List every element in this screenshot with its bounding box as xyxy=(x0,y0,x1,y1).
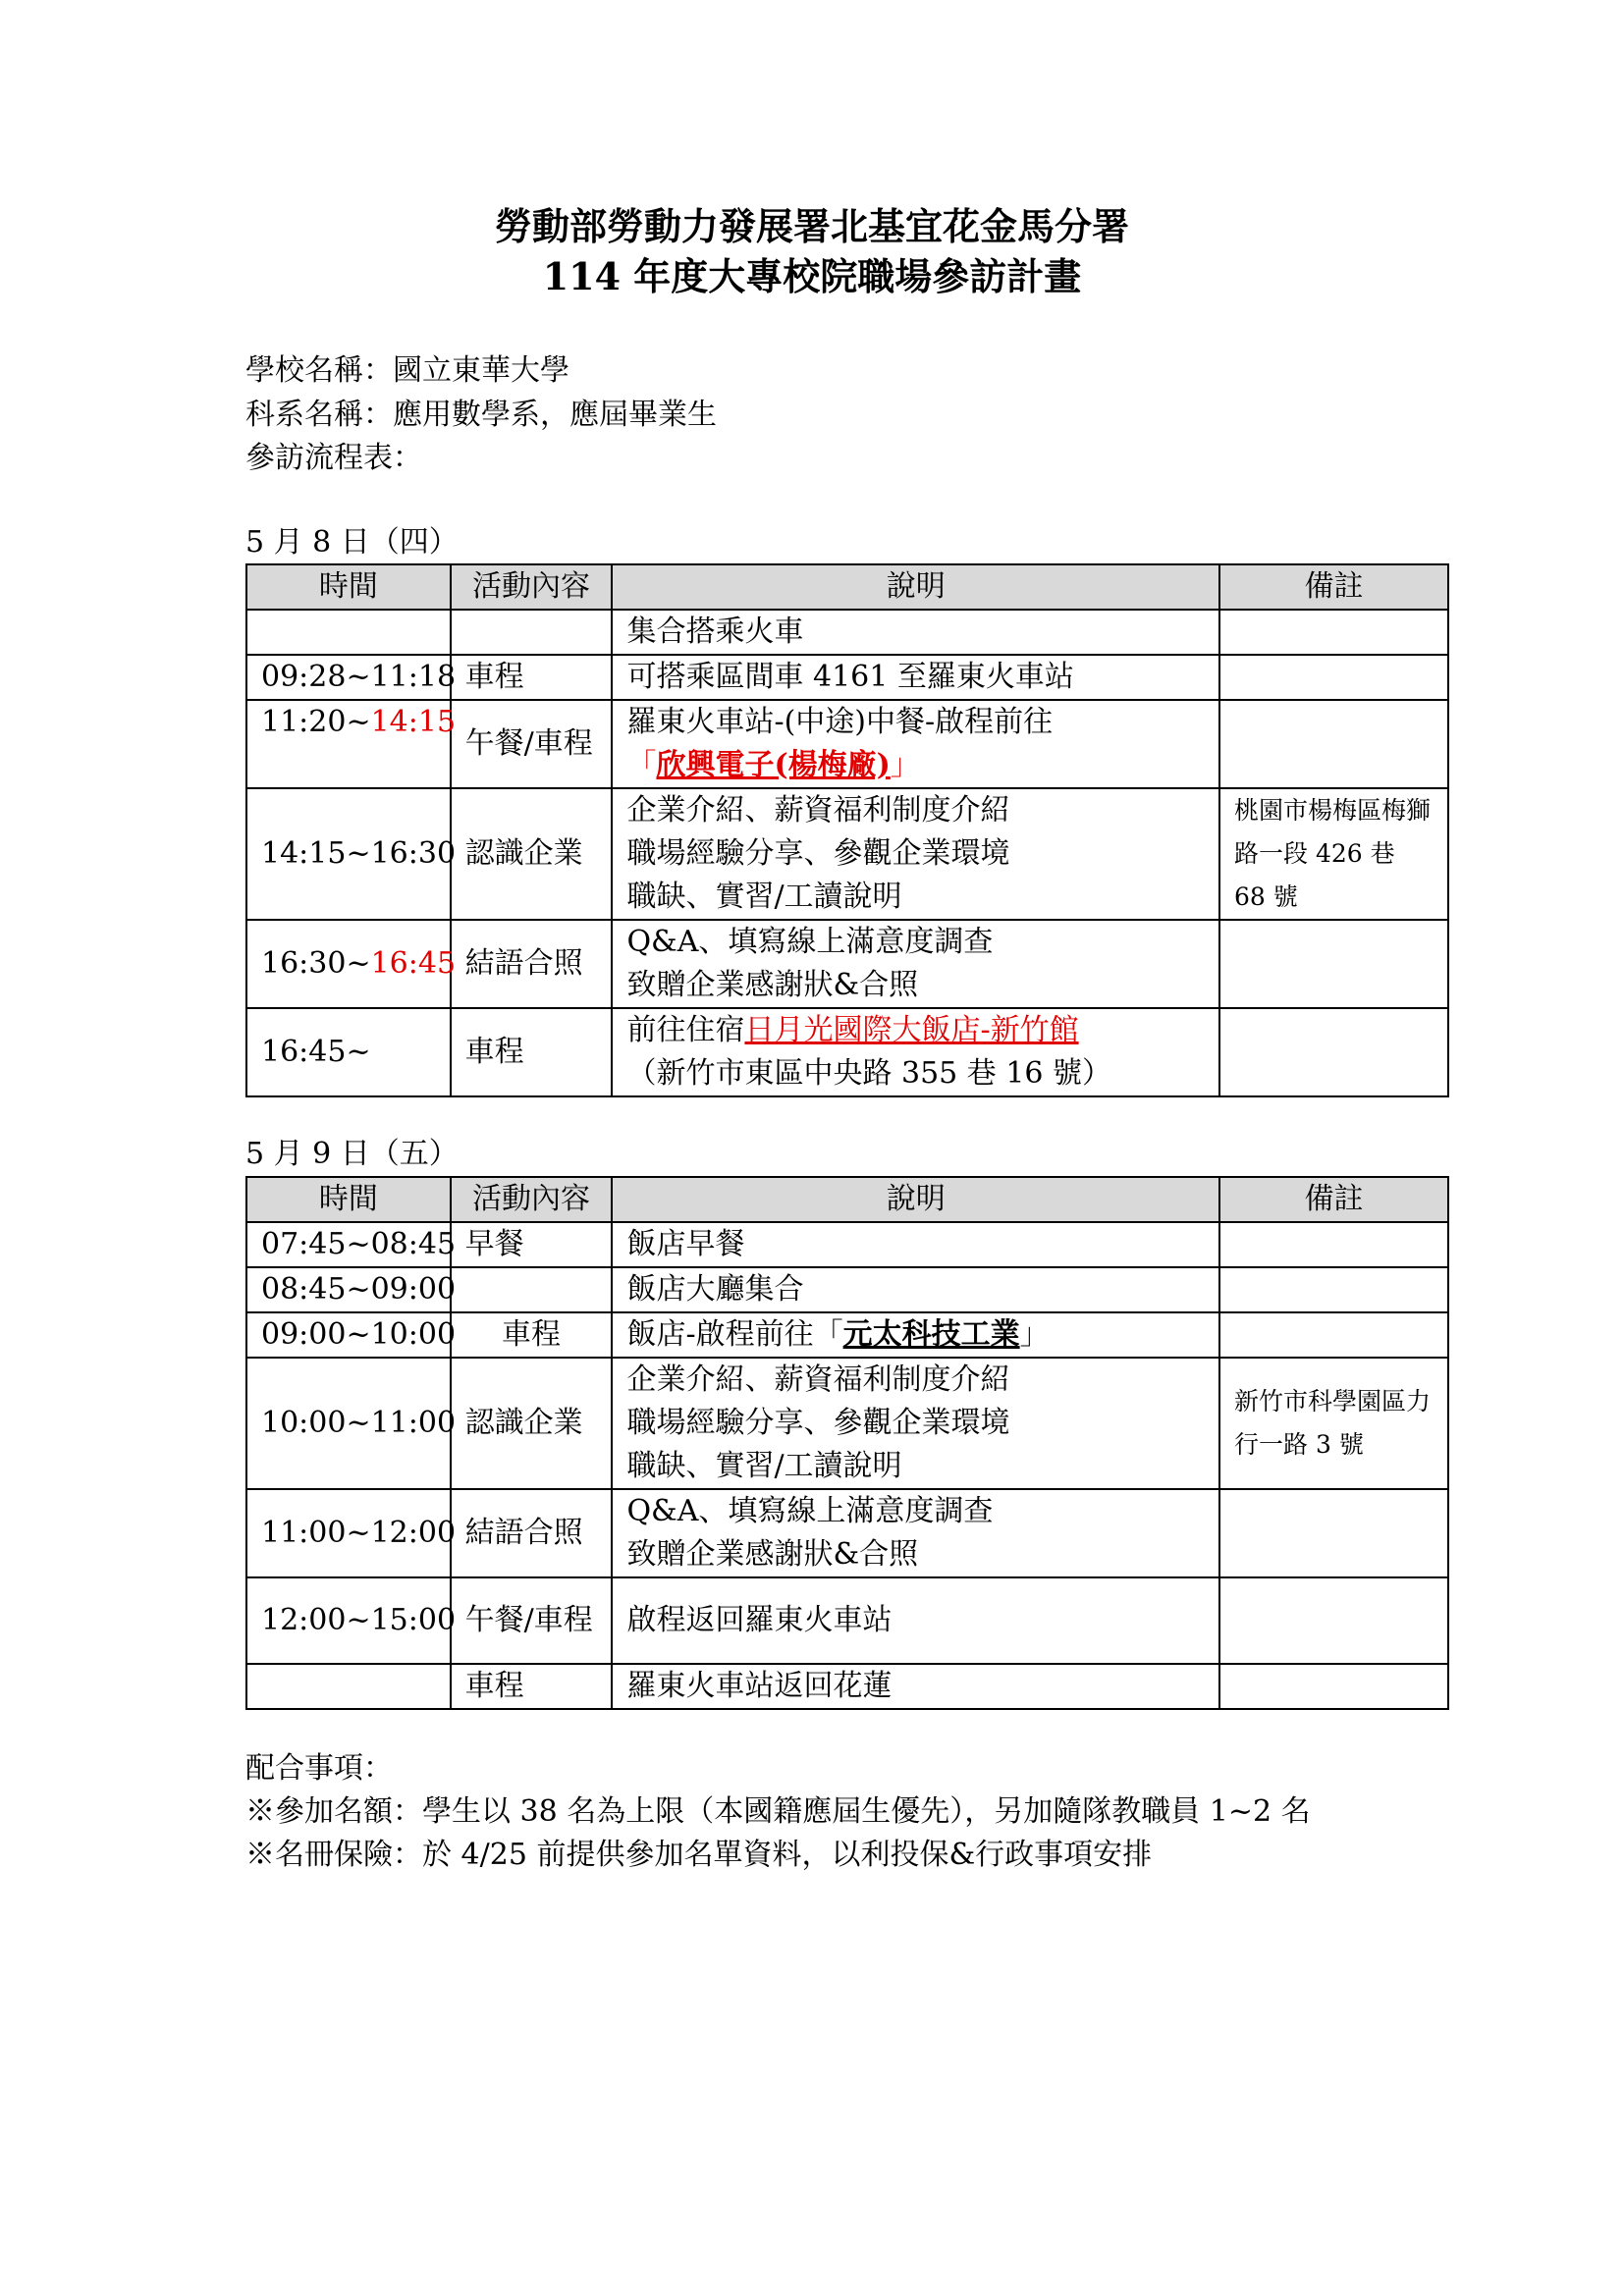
description-line: 職缺、實習/工讀說明 xyxy=(626,880,902,914)
description-line: 致贈企業感謝狀&合照 xyxy=(626,1537,919,1572)
time-start: 16:30~ xyxy=(261,946,371,981)
header-description: 說明 xyxy=(612,564,1219,610)
activity-cell: 早餐 xyxy=(451,1222,613,1267)
description-line: 羅東火車站返回花蓮 xyxy=(626,1669,893,1703)
activity-cell xyxy=(451,610,613,655)
description-cell xyxy=(612,1577,1219,1664)
description-cell xyxy=(612,1222,1219,1267)
table-row xyxy=(246,610,1448,655)
activity-cell: 結語合照 xyxy=(451,1489,613,1577)
description-prefix: 前往住宿 xyxy=(626,1013,745,1047)
note-cell xyxy=(1219,610,1448,655)
note-cell xyxy=(1219,1577,1448,1664)
description-line: （新竹市東區中央路 355 巷 16 號） xyxy=(626,1056,1112,1091)
activity-cell: 午餐/車程 xyxy=(451,700,613,788)
table-row xyxy=(246,1664,1448,1709)
notes-heading: 配合事項： xyxy=(245,1751,393,1786)
activity-cell: 車程 xyxy=(451,1008,613,1096)
description-cell xyxy=(612,610,1219,655)
day2-date: 5 月 9 日（五） xyxy=(245,1137,459,1171)
header-activity: 活動內容 xyxy=(451,564,613,610)
note-cell xyxy=(1219,1312,1448,1358)
description-line: Q&A、填寫線上滿意度調查 xyxy=(626,1494,994,1528)
note-cell xyxy=(1219,1664,1448,1709)
header-note: 備註 xyxy=(1219,1177,1448,1222)
description-line: 集合搭乘火車 xyxy=(626,614,804,649)
description-line xyxy=(626,1009,1205,1052)
note-cell xyxy=(1219,1008,1448,1096)
note-cell xyxy=(1219,1267,1448,1312)
description-cell xyxy=(612,1008,1219,1096)
description-cell xyxy=(612,1489,1219,1577)
company-name-highlight: 元太科技工業 xyxy=(842,1317,1020,1352)
activity-cell: 車程 xyxy=(451,1664,613,1709)
time-cell xyxy=(246,920,457,1008)
time-cell xyxy=(246,610,451,655)
description-line: 致贈企業感謝狀&合照 xyxy=(626,968,919,1002)
note-cell xyxy=(1219,655,1448,700)
note-item: ※名冊保險：於 4/25 前提供參加名單資料，以利投保&行政事項安排 xyxy=(245,1838,1153,1872)
description-line: Q&A、填寫線上滿意度調查 xyxy=(626,925,994,959)
description-line: 職場經驗分享、參觀企業環境 xyxy=(626,836,1010,871)
time-cell: 07:45~08:45 xyxy=(246,1222,451,1267)
table-header-row xyxy=(246,1177,1448,1222)
description-line: 飯店大廳集合 xyxy=(626,1272,804,1307)
header-note: 備註 xyxy=(1219,564,1448,610)
note-cell: 新竹市科學園區力行一路 3 號 xyxy=(1219,1358,1448,1489)
table-row xyxy=(246,1267,1448,1312)
description-cell xyxy=(612,788,1219,920)
description-line: 職缺、實習/工讀說明 xyxy=(626,1449,902,1483)
table-row xyxy=(246,1312,1448,1358)
activity-cell: 結語合照 xyxy=(451,920,613,1008)
time-end-highlight: 16:45 xyxy=(370,946,457,981)
time-end-highlight: 14:15 xyxy=(370,705,457,739)
time-cell: 10:00~11:00 xyxy=(246,1358,451,1489)
activity-cell xyxy=(451,1267,613,1312)
quote-open: 「 xyxy=(626,748,657,782)
table-row xyxy=(246,655,1448,700)
school-name: 學校名稱：國立東華大學 xyxy=(245,353,569,388)
time-start: 11:20~ xyxy=(261,705,371,739)
document-title: 勞動部勞動力發展署北基宜花金馬分署 xyxy=(494,204,1129,248)
hotel-name-highlight: 日月光國際大飯店-新竹館 xyxy=(744,1013,1079,1047)
quote-close: 」 xyxy=(1019,1317,1050,1352)
description-line: 可搭乘區間車 4161 至羅東火車站 xyxy=(626,660,1074,694)
table-row xyxy=(246,700,1448,788)
day2-schedule-table xyxy=(245,1176,1449,1710)
note-cell xyxy=(1219,920,1448,1008)
note-cell xyxy=(1219,700,1448,788)
table-header-row xyxy=(246,564,1448,610)
description-line xyxy=(626,744,1205,787)
description-cell xyxy=(612,655,1219,700)
description-line: 企業介紹、薪資福利制度介紹 xyxy=(626,793,1010,828)
header-activity: 活動內容 xyxy=(451,1177,613,1222)
time-cell xyxy=(246,1664,451,1709)
table-row xyxy=(246,1577,1448,1664)
table-row xyxy=(246,1222,1448,1267)
description-cell xyxy=(612,1267,1219,1312)
time-cell: 09:28~11:18 xyxy=(246,655,451,700)
quote-close: 」 xyxy=(890,748,920,782)
description-cell xyxy=(612,920,1219,1008)
description-prefix: 飯店-啟程前往「 xyxy=(626,1317,843,1352)
time-cell: 08:45~09:00 xyxy=(246,1267,451,1312)
description-cell xyxy=(612,1664,1219,1709)
table-row xyxy=(246,920,1448,1008)
description-line: 職場經驗分享、參觀企業環境 xyxy=(626,1406,1010,1440)
schedule-label: 參訪流程表： xyxy=(245,441,422,475)
description-cell xyxy=(612,1312,1219,1358)
header-time: 時間 xyxy=(246,564,451,610)
company-name-highlight: 欣興電子(楊梅廠) xyxy=(656,748,891,782)
header-description: 說明 xyxy=(612,1177,1219,1222)
header-time: 時間 xyxy=(246,1177,451,1222)
activity-cell: 認識企業 xyxy=(451,1358,613,1489)
time-cell: 12:00~15:00 xyxy=(246,1577,451,1664)
time-cell: 09:00~10:00 xyxy=(246,1312,451,1358)
activity-cell: 午餐/車程 xyxy=(451,1577,613,1664)
table-row xyxy=(246,788,1448,920)
day1-schedule-table xyxy=(245,563,1449,1097)
description-line: 企業介紹、薪資福利制度介紹 xyxy=(626,1362,1010,1397)
description-line: 羅東火車站-(中途)中餐-啟程前往 xyxy=(626,705,1054,739)
table-row xyxy=(246,1358,1448,1489)
description-line: 啟程返回羅東火車站 xyxy=(626,1603,893,1637)
time-cell xyxy=(246,700,457,788)
day1-date: 5 月 8 日（四） xyxy=(245,525,459,560)
time-cell: 11:00~12:00 xyxy=(246,1489,451,1577)
note-item: ※參加名額：學生以 38 名為上限（本國籍應屆生優先），另加隨隊教職員 1~2 名 xyxy=(245,1794,1311,1829)
note-cell: 桃園市楊梅區梅獅路一段 426 巷 68 號 xyxy=(1219,788,1448,920)
activity-cell: 車程 xyxy=(451,1312,613,1358)
table-row xyxy=(246,1008,1448,1096)
note-cell xyxy=(1219,1489,1448,1577)
activity-cell: 認識企業 xyxy=(451,788,613,920)
description-cell xyxy=(612,700,1219,788)
description-cell xyxy=(612,1358,1219,1489)
time-cell: 14:15~16:30 xyxy=(246,788,451,920)
department-name: 科系名稱：應用數學系，應屆畢業生 xyxy=(245,398,717,432)
note-cell xyxy=(1219,1222,1448,1267)
document-subtitle: 114 年度大專校院職場參訪計畫 xyxy=(542,254,1082,298)
description-line: 飯店早餐 xyxy=(626,1227,745,1261)
activity-cell: 車程 xyxy=(451,655,613,700)
time-cell: 16:45~ xyxy=(246,1008,451,1096)
table-row xyxy=(246,1489,1448,1577)
